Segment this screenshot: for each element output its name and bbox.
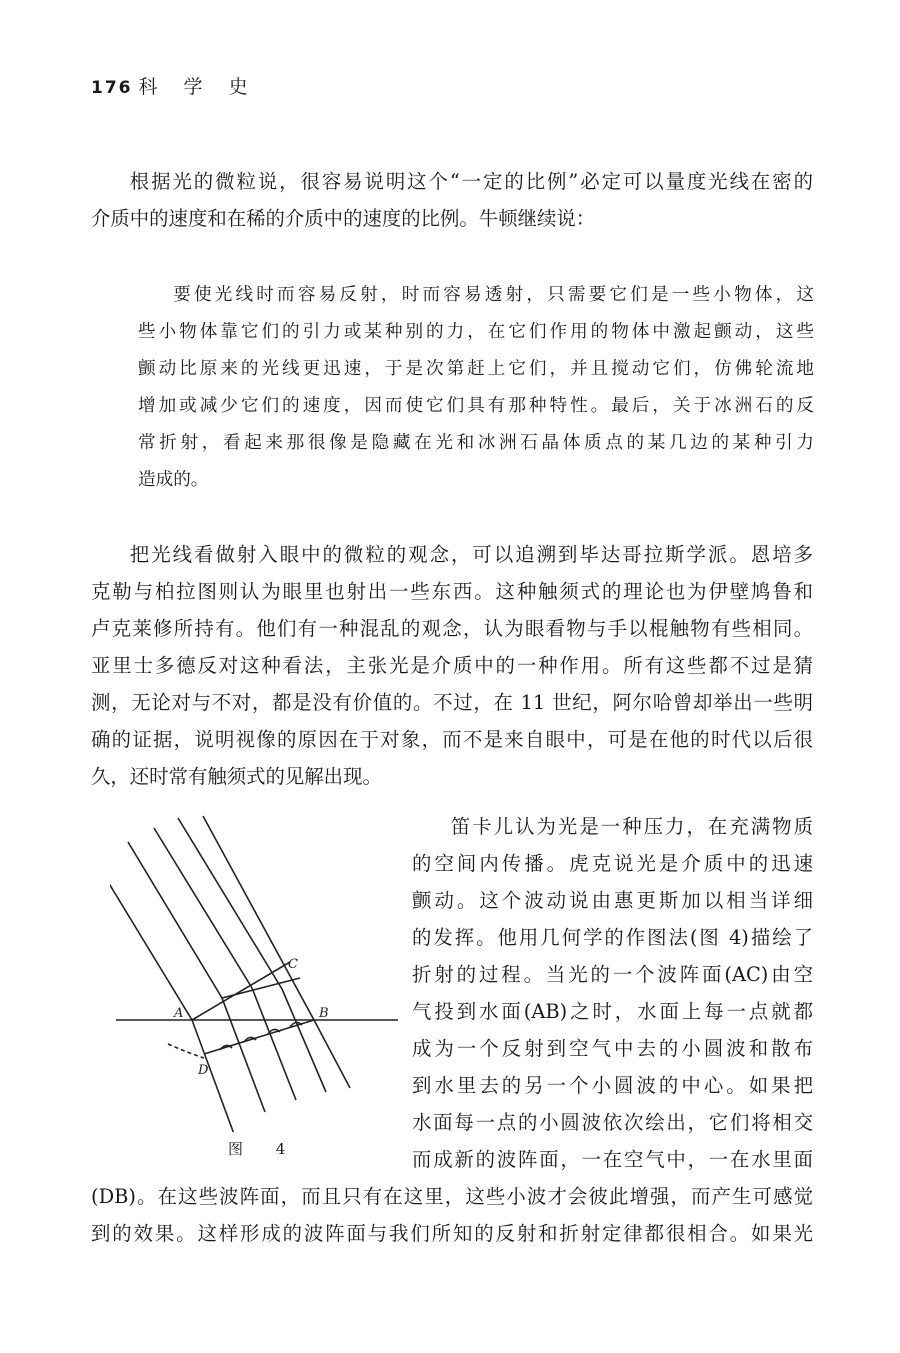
- text-line: 根据光的微粒说，很容易说明这个“一定的比例”必定可以量度光线在密的: [129, 170, 813, 193]
- text-line: 到水里去的另一个小圆波的中心。如果把: [412, 1074, 813, 1097]
- refracted-ray: [282, 989, 326, 1092]
- text-line: 笛卡儿认为光是一种压力，在充满物质: [450, 815, 813, 838]
- label-d: D: [198, 1063, 209, 1078]
- incident-ray: [110, 872, 192, 1020]
- text-line: 颤动比原来的光线更迅速，于是次第赶上它们，并且搅动它们，仿佛轮流地: [138, 359, 814, 379]
- paragraph-3-wrapped: [412, 808, 813, 1178]
- text-line: 些小物体靠它们的引力或某种别的力，在它们作用的物体中激起颤动，这些: [138, 322, 814, 342]
- page-number: 176: [91, 78, 133, 98]
- text-line: 常折射，看起来那很像是隐藏在光和冰洲石晶体质点的某几边的某种引力: [138, 433, 814, 453]
- block-quote: [138, 277, 814, 499]
- label-c: C: [288, 957, 298, 972]
- refraction-diagram-svg: [110, 812, 410, 1132]
- paragraph-3-continued: [91, 1178, 813, 1252]
- text-line: 气投到水面(AB)之时，水面上每一点就都: [412, 1000, 813, 1023]
- text-line: 卢克莱修所持有。他们有一种混乱的观念，认为眼看物与手以棍触物有些相同。: [91, 617, 813, 640]
- text-line: 久，还时常有触须式的见解出现。: [91, 765, 382, 788]
- text-line: 测，无论对与不对，都是没有价值的。不过，在 11 世纪，阿尔哈曾却举出一些明: [91, 691, 813, 714]
- figure-4-refraction-diagram: [110, 812, 410, 1132]
- text-line: 的发挥。他用几何学的作图法(图 4)描绘了: [412, 926, 813, 949]
- text-line: 的空间内传播。虎克说光是介质中的迅速: [412, 852, 813, 875]
- figure-caption: 图 4: [228, 1140, 300, 1158]
- text-line: 确的证据，说明视像的原因在于对象，而不是来自眼中，可是在他的时代以后很: [91, 728, 813, 751]
- text-line: 要使光线时而容易反射，时而容易透射，只需要它们是一些小物体，这: [173, 285, 814, 305]
- wavefront-segment: [222, 978, 300, 998]
- text-line: 而成新的波阵面，一在空气中，一在水里面: [412, 1148, 813, 1171]
- text-line: 克勒与柏拉图则认为眼里也射出一些东西。这种触须式的理论也为伊壁鸠鲁和: [91, 580, 813, 603]
- running-header: [91, 72, 258, 99]
- text-line: 把光线看做射入眼中的微粒的观念，可以追溯到毕达哥拉斯学派。恩培多: [129, 543, 813, 566]
- dashed-wavelet-arc: [168, 1044, 204, 1058]
- label-b: B: [319, 1006, 329, 1021]
- text-line: 增加或减少它们的速度，因而使它们具有那种特性。最后，关于冰洲石的反: [138, 396, 814, 416]
- text-line: 折射的过程。当光的一个波阵面(AC)由空: [412, 963, 813, 986]
- text-line: (DB)。在这些波阵面，而且只有在这里，这些小波才会彼此增强，而产生可感觉: [91, 1185, 813, 1208]
- incident-ray: [178, 818, 282, 989]
- book-title: 科 学 史: [138, 76, 258, 98]
- text-line: 到的效果。这样形成的波阵面与我们所知的反射和折射定律都很相合。如果光: [91, 1222, 813, 1245]
- incident-ray: [128, 842, 222, 998]
- paragraph-1: [91, 163, 813, 237]
- text-line: 颤动。这个波动说由惠更斯加以相当详细: [412, 889, 813, 912]
- text-line: 介质中的速度和在稀的介质中的速度的比例。牛顿继续说：: [91, 207, 596, 230]
- refracted-ray: [222, 998, 265, 1112]
- text-line: 水面每一点的小圆波依次绘出，它们将相交: [412, 1111, 813, 1134]
- paragraph-2: [91, 536, 813, 795]
- text-line: 成为一个反射到空气中去的小圆波和散布: [412, 1037, 813, 1060]
- label-a: A: [174, 1006, 184, 1021]
- text-line: 亚里士多德反对这种看法，主张光是介质中的一种作用。所有这些都不过是猜: [91, 654, 813, 677]
- text-line: 造成的。: [138, 470, 209, 490]
